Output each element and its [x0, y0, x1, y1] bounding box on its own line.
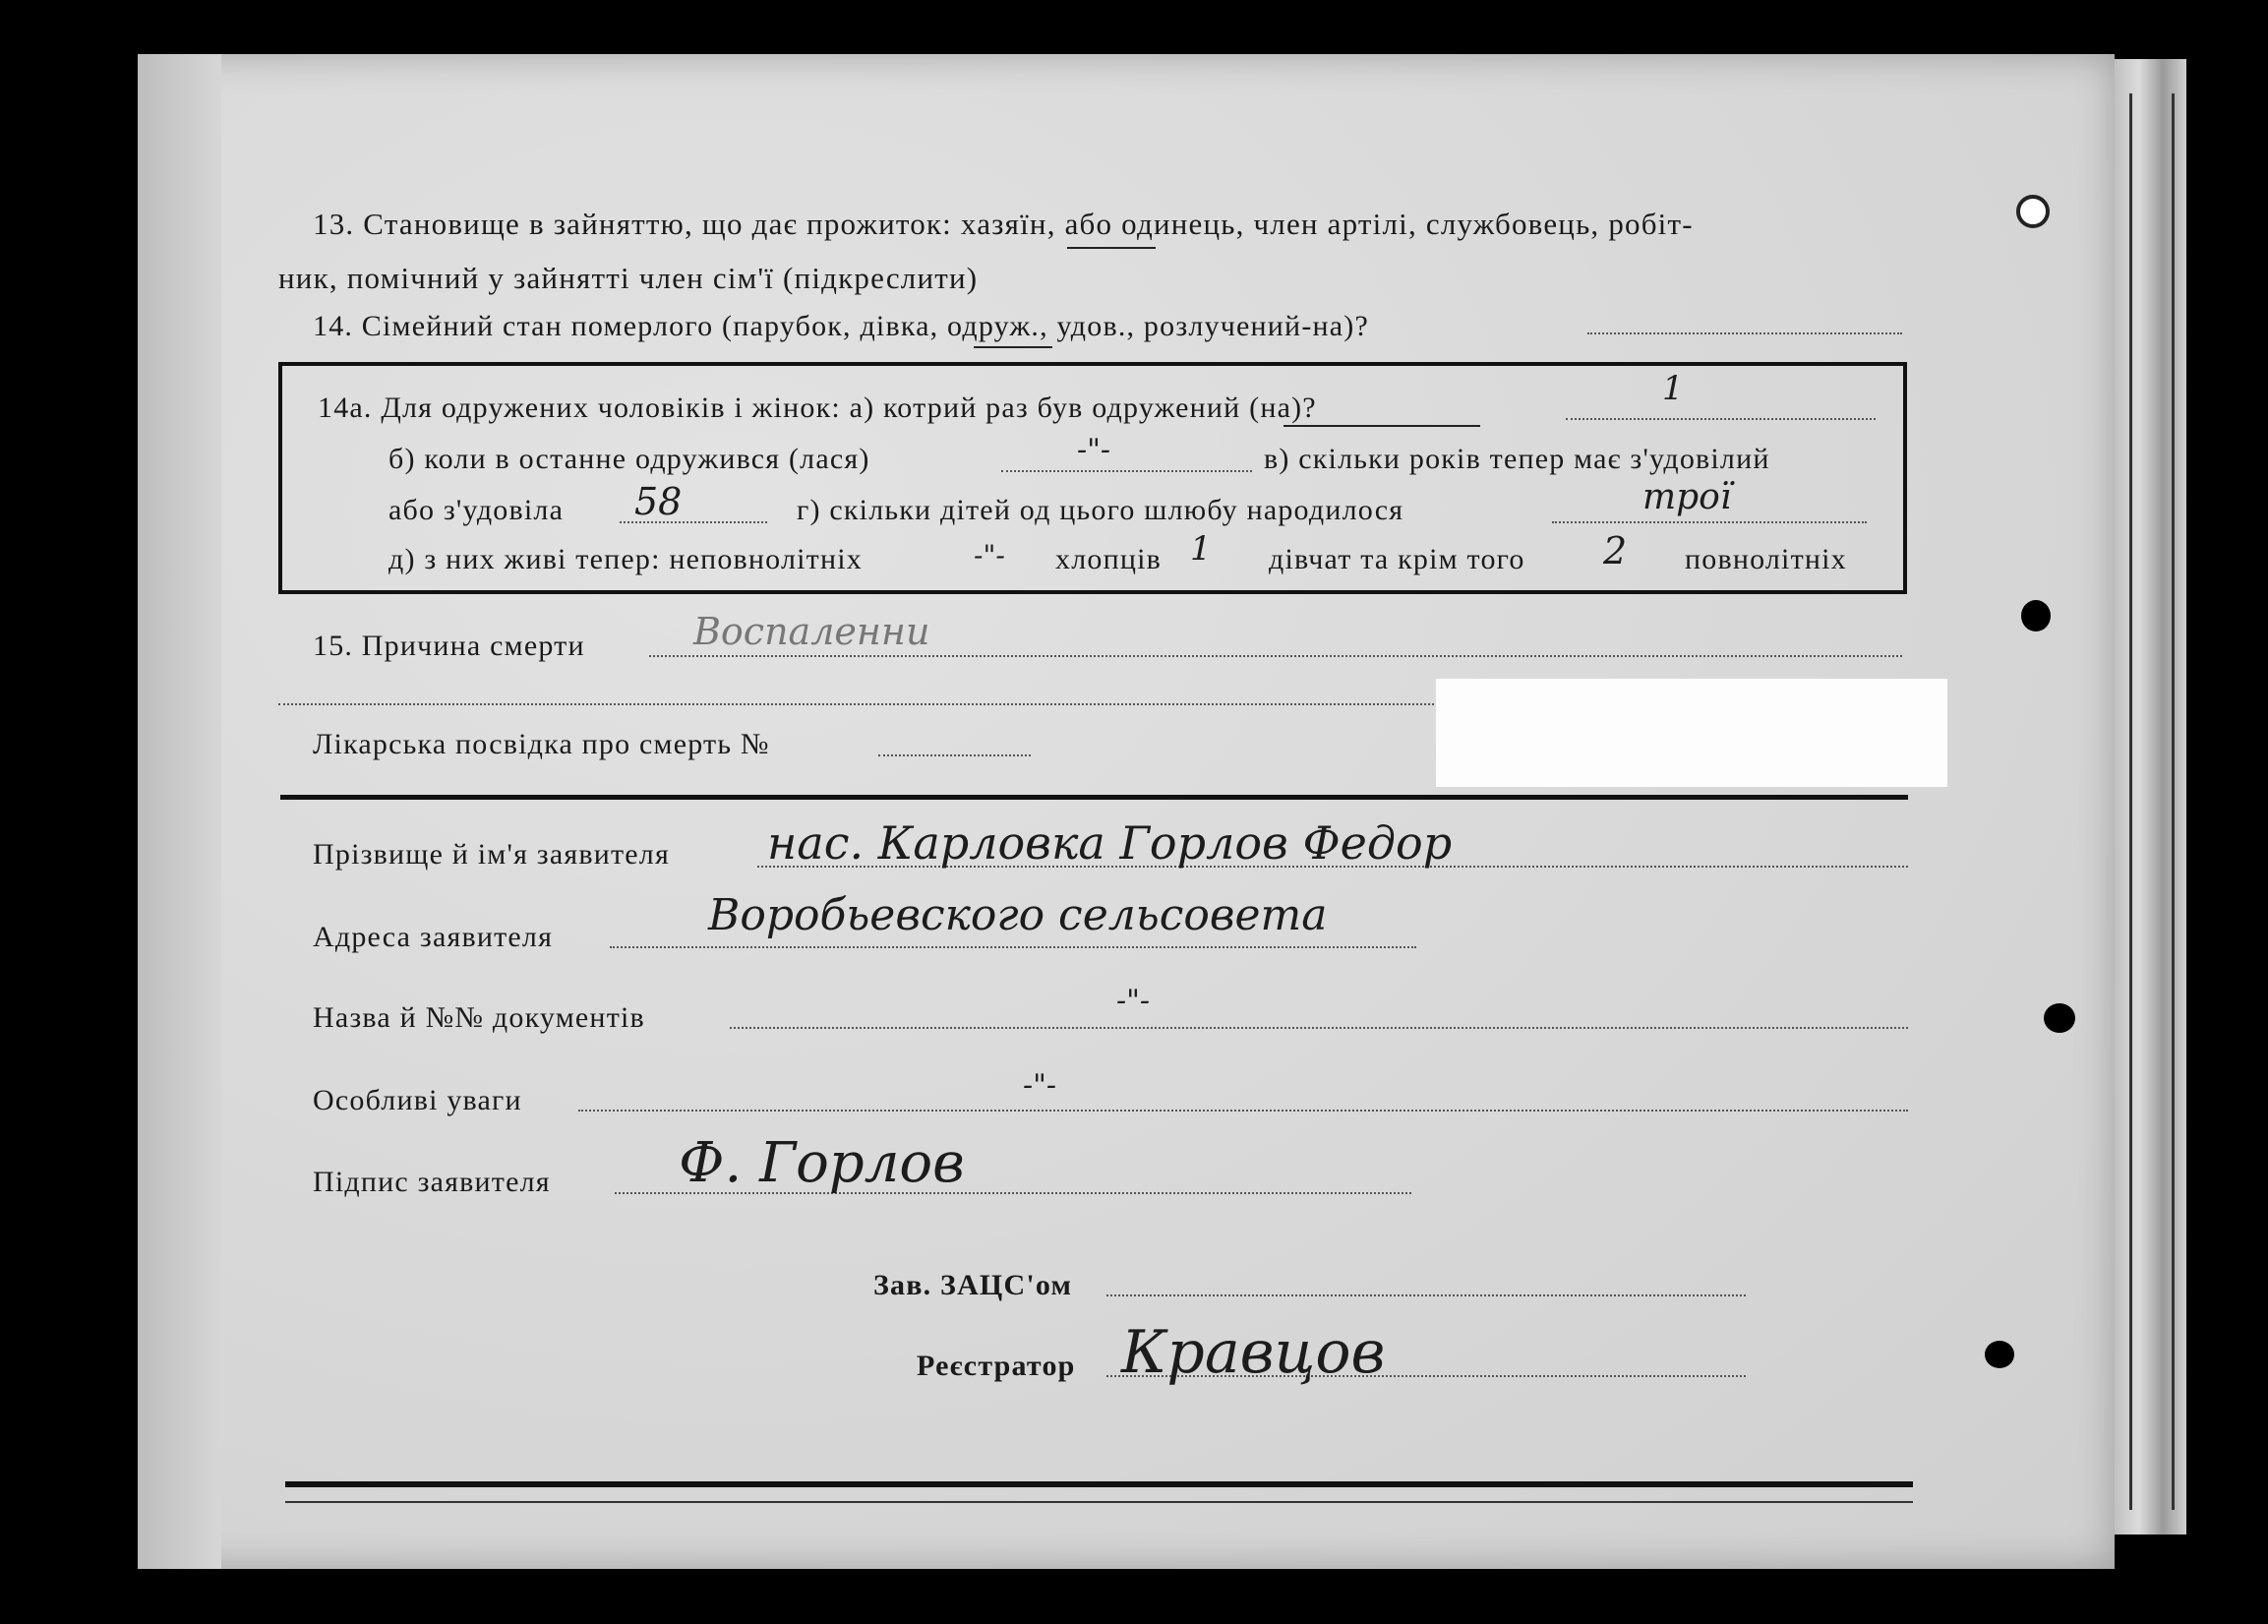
underlying-sheet-edge: [2129, 93, 2175, 1510]
item14a-girls-label: дівчат та крім того: [1269, 543, 1525, 575]
item14a-minors-value: -"-: [974, 539, 1005, 571]
item13-line1: 13. Становище в зайняттю, що дає прожиток: хазяїн, або одинець, член артілі, службовець, робіт-: [313, 207, 1694, 241]
section-divider-bottom-thin: [285, 1501, 1913, 1503]
section-divider-bottom: [285, 1481, 1913, 1487]
medical-label: Лікарська посвідка про смерть №: [313, 728, 770, 760]
applicant-signature-label: Підпис заявителя: [313, 1166, 551, 1198]
applicant-notes-value: -"-: [1023, 1068, 1057, 1103]
underline-hazyain: [1067, 247, 1156, 249]
registrar-label: Реєстратор: [917, 1350, 1076, 1382]
applicant-signature-value: Ф. Горлов: [679, 1131, 965, 1195]
item14a-line2-v: в) скільки років тепер має з'удовілий: [1264, 443, 1770, 475]
applicant-name-value: нас. Карловка Горлов Федор: [767, 816, 1453, 870]
item14a-age-value: 58: [634, 480, 683, 523]
medical-field: [878, 754, 1031, 756]
item14a-adults-label: повнолітніх: [1685, 543, 1847, 575]
head-label: Зав. ЗАЦС'ом: [873, 1269, 1073, 1301]
underline-odruzhenyi: [1283, 425, 1480, 427]
item14-field: [1587, 332, 1902, 334]
item14-label: 14. Сімейний стан померлого (парубок, дівка, одруж., удов., розлучений-на)?: [313, 310, 1369, 342]
item14a-line1: 14а. Для одружених чоловіків і жінок: а) котрий раз був одружений (на)?: [318, 391, 1317, 424]
item13-line2: ник, помічний у зайнятті член сім'ї (підкреслити): [278, 261, 979, 295]
applicant-docs-value: -"-: [1116, 984, 1151, 1018]
applicant-docs-label: Назва й №№ документів: [313, 1001, 645, 1034]
punch-hole-middle: [2021, 600, 2051, 632]
item14a-boys-label: хлопців: [1055, 543, 1162, 575]
item14a-b-value: -"-: [1077, 433, 1111, 467]
item14a-adults-value: 2: [1603, 529, 1628, 572]
registrar-value: Кравцов: [1121, 1318, 1386, 1387]
item14a-children-value: трої: [1642, 477, 1732, 517]
item14a-a-field: [1566, 418, 1876, 420]
item14a-line3-prefix: або з'удовіла: [388, 494, 565, 526]
applicant-notes-label: Особливі уваги: [313, 1084, 522, 1116]
item14a-a-value: 1: [1662, 369, 1684, 408]
underline-divka: [974, 346, 1052, 348]
applicant-address-field: [610, 946, 1416, 948]
item15-field: [649, 655, 1902, 657]
item14a-line2-b: б) коли в останне одружився (лася): [388, 443, 870, 475]
applicant-notes-field: [578, 1110, 1908, 1112]
item14a-children-field: [1552, 521, 1867, 523]
paper-tear-patch: [1436, 679, 1947, 787]
item14a-line3-g: г) скільки дітей од цього шлюбу народилося: [797, 494, 1404, 526]
applicant-docs-field: [730, 1027, 1908, 1029]
item15-label: 15. Причина смерти: [313, 630, 585, 662]
head-field: [1106, 1294, 1746, 1296]
punch-hole-bottom: [1985, 1341, 2014, 1368]
applicant-name-label: Прізвище й ім'я заявителя: [313, 838, 670, 871]
page-left-fold: [138, 54, 221, 1569]
applicant-address-value: Воробьевского сельсовета: [708, 890, 1328, 940]
punch-hole-lower: [2044, 1003, 2075, 1033]
item14a-boys-value: 1: [1190, 529, 1212, 569]
item14a-b-field: [1001, 470, 1252, 472]
punch-hole-top: [2016, 195, 2050, 228]
item15-value: Воспаленни: [693, 610, 930, 653]
item14a-line4-prefix: д) з них живі тепер: неповнолітніх: [388, 543, 863, 575]
applicant-address-label: Адреса заявителя: [313, 921, 554, 953]
section-divider-top: [280, 795, 1908, 800]
